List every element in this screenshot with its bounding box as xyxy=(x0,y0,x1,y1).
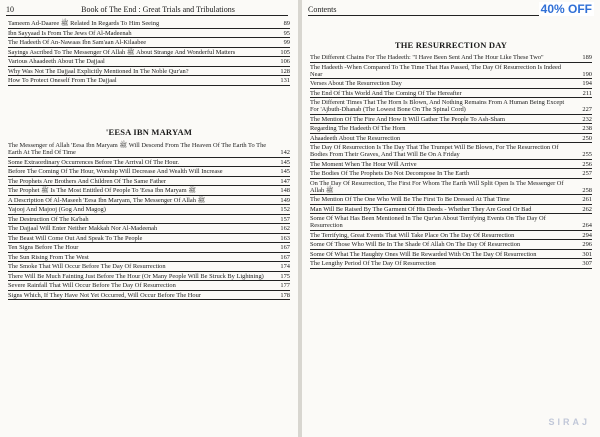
toc-entry-title: Verses About The Resurrection Day xyxy=(310,80,402,87)
left-page-number: 10 xyxy=(6,4,14,14)
toc-entry xyxy=(8,177,290,187)
toc-entry-title: Some Of What Has Been Mentioned In The Qur'an About Terrifying Events On The Day Of Resurrection xyxy=(310,215,546,229)
toc-entry xyxy=(8,224,290,234)
toc-entry xyxy=(310,98,592,115)
toc-entry-title: Man Will Be Raised By The Garment Of His Deeds - Whether They Are Good Or Bad xyxy=(310,205,532,213)
toc-entry-page: 128 xyxy=(280,67,290,75)
toc-entry-title: How To Protect Oneself From The Dajjaal xyxy=(8,77,117,84)
toc-entry-title: The Prophet ﷺ Is The Most Entitled Of People To 'Eesa Ibn Maryam ﷺ xyxy=(8,187,196,194)
toc-entry-page: 194 xyxy=(582,80,592,87)
toc-entry-page: 294 xyxy=(582,231,592,239)
toc-entry-page: 227 xyxy=(582,106,592,113)
toc-entry-title: Yajooj And Majooj (Gog And Magog) xyxy=(8,206,106,213)
toc-entry-title: The Destruction Of The Ka'bah xyxy=(8,215,89,223)
toc-entry-title: The End Of This World And The Coming Of The Hereafter xyxy=(310,89,462,97)
toc-entry-title: The Different Times That The Horn Is Blown, And Nothing Remains From A Human Being Except For 'Ajbuth-Dhanab (The Lowest Bone On The Spinal Cord) xyxy=(310,99,565,113)
toc-entry-title: Ibn Sayyaad Is From The Jews Of Al-Madeenah xyxy=(8,29,132,37)
toc-entry xyxy=(8,281,290,291)
toc-entry xyxy=(8,196,290,206)
section-title-resurrection: THE RESURRECTION DAY xyxy=(394,40,508,50)
toc-entry-page: 157 xyxy=(280,215,290,223)
toc-entry xyxy=(310,53,592,63)
toc-entry-page: 142 xyxy=(280,149,290,156)
toc-entry-page: 145 xyxy=(280,158,290,166)
toc-entry xyxy=(310,143,592,160)
toc-entry-title: The Sun Rising From The West xyxy=(8,253,89,261)
toc-entry-page: 99 xyxy=(283,39,290,46)
toc-entry-title: Some Extraordinary Occurrences Before The Arrival Of The Hour. xyxy=(8,158,180,166)
toc-entry-page: 149 xyxy=(280,196,290,204)
toc-entry-title: The Mention Of The One Who Will Be The First To Be Dressed At That Time xyxy=(310,196,510,203)
toc-entry xyxy=(310,205,592,215)
toc-entry xyxy=(8,291,290,301)
toc-entry xyxy=(310,240,592,250)
toc-entry xyxy=(8,262,290,272)
left-running-head: Book of The End : Great Trials and Tribulations xyxy=(81,4,235,14)
toc-entry-page: 261 xyxy=(582,196,592,203)
left-page xyxy=(0,0,298,437)
left-toc-top xyxy=(8,19,290,86)
toc-entry xyxy=(8,186,290,196)
right-running-head: Contents xyxy=(308,4,337,14)
toc-entry-title: On The Day Of Resurrection, The First For Whom The Earth Will Split Open Is The Messenger Of Allah ﷺ xyxy=(310,179,564,194)
toc-entry xyxy=(8,38,290,48)
toc-entry-title: The Day Of Resurrection Is The Day That The Trumpet Will Be Blown, For The Resurrection Of Bodies From Their Graves, And That Will Be On A Friday xyxy=(310,144,559,158)
toc-entry-title: The Bodies Of The Prophets Do Not Decompose In The Earth xyxy=(310,170,470,177)
right-page xyxy=(302,0,600,437)
toc-entry-page: 238 xyxy=(582,125,592,132)
toc-entry-title: Ahaadeeth About The Resurrection xyxy=(310,134,401,142)
toc-entry xyxy=(310,63,592,80)
toc-entry xyxy=(310,169,592,179)
toc-entry xyxy=(8,253,290,263)
toc-entry-page: 262 xyxy=(582,205,592,213)
toc-entry-page: 175 xyxy=(280,272,290,280)
toc-entry-page: 162 xyxy=(280,225,290,232)
toc-entry-page: 167 xyxy=(280,244,290,251)
toc-entry-page: 257 xyxy=(582,170,592,177)
toc-entry-title: Various Ahaadeeth About The Dajjaal xyxy=(8,58,105,65)
publisher-watermark: SIRAJ xyxy=(548,417,590,427)
toc-entry-page: 177 xyxy=(280,282,290,289)
toc-entry-page: 264 xyxy=(582,222,592,229)
toc-entry xyxy=(310,79,592,89)
toc-entry-title: The Messenger of Allah 'Eesa Ibn Maryam ﷺ Will Descend From The Heaven Of The Earth To The Earth At The End Of Time xyxy=(8,142,267,156)
toc-entry-title: Some Of What The Haughty Ones Will Be Rewarded With On The Day Of Resurrection xyxy=(310,250,537,258)
toc-entry-page: 301 xyxy=(582,250,592,258)
toc-entry-title: Tameem Ad-Daaree ﷺ Related In Regards To Him Seeing xyxy=(8,20,160,27)
toc-entry-page: 148 xyxy=(280,187,290,194)
toc-entry-title: The Different Chains For The Hadeeth: "I Have Been Sent And The Hour Like These Two" xyxy=(310,54,544,61)
toc-entry xyxy=(310,115,592,125)
toc-entry xyxy=(310,195,592,205)
toc-entry-page: 163 xyxy=(280,234,290,242)
left-toc-section xyxy=(8,141,290,300)
toc-entry-page: 296 xyxy=(582,241,592,248)
toc-entry xyxy=(8,48,290,58)
left-running-header xyxy=(6,3,288,16)
toc-entry-title: The Terrifying, Great Events That Will Take Place On The Day Of Resurrection xyxy=(310,231,515,239)
toc-entry xyxy=(8,57,290,67)
toc-entry xyxy=(310,214,592,231)
toc-entry-title: The Hadeeth -When Compared To The Time That Has Passed, The Day Of Resurrection Is Indeed Near xyxy=(310,63,562,78)
toc-entry-page: 189 xyxy=(582,54,592,61)
toc-entry xyxy=(310,134,592,144)
toc-entry-page: 147 xyxy=(280,177,290,185)
toc-entry xyxy=(8,76,290,86)
toc-entry-page: 250 xyxy=(582,134,592,142)
toc-entry-page: 89 xyxy=(283,20,290,27)
toc-entry xyxy=(310,89,592,99)
toc-entry xyxy=(8,205,290,215)
toc-entry xyxy=(8,29,290,39)
toc-entry-title: Why Was Not The Dajjaal Explicitly Mentioned In The Noble Qur'an? xyxy=(8,67,189,75)
toc-entry xyxy=(8,19,290,29)
toc-entry-page: 256 xyxy=(582,160,592,168)
toc-entry xyxy=(8,141,290,158)
toc-entry-page: 106 xyxy=(280,58,290,65)
toc-entry-title: The Prophets Are Brothers And Children Of The Same Father xyxy=(8,177,167,185)
toc-entry-title: Severe Rainfall That Will Occur Before The Day Of Resurrection xyxy=(8,282,176,289)
toc-entry-page: 232 xyxy=(582,115,592,123)
toc-entry-page: 255 xyxy=(582,151,592,158)
toc-entry-title: The Beast Will Come Out And Speak To The People xyxy=(8,234,143,242)
toc-entry-page: 307 xyxy=(582,260,592,267)
toc-entry-title: Signs Which, If They Have Not Yet Occurred, Will Occur Before The Hour xyxy=(8,291,201,299)
toc-entry-title: The Lengthy Period Of The Day Of Resurrection xyxy=(310,260,436,267)
toc-entry-page: 105 xyxy=(280,48,290,56)
toc-entry-title: A Description Of Al-Maseeh 'Eesa Ibn Maryam, The Messenger Of Allah ﷺ xyxy=(8,196,206,204)
toc-entry-page: 152 xyxy=(280,206,290,213)
toc-entry-page: 211 xyxy=(582,89,592,97)
toc-entry-page: 145 xyxy=(280,168,290,175)
toc-entry-page: 178 xyxy=(280,291,290,299)
toc-entry-page: 95 xyxy=(283,29,290,37)
section-title-eesa: 'EESA IBN MARYAM xyxy=(105,127,193,137)
toc-entry-page: 167 xyxy=(280,253,290,261)
toc-entry-title: Regarding The Hadeeth Of The Horn xyxy=(310,125,406,132)
toc-entry-title: Ten Signs Before The Hour xyxy=(8,244,79,251)
toc-entry-title: Some Of Those Who Will Be In The Shade Of Allah On The Day Of Resurrection xyxy=(310,241,521,248)
discount-badge: 40% OFF xyxy=(540,2,592,16)
right-toc xyxy=(310,53,592,269)
toc-entry-title: The Smoke That Will Occur Before The Day Of Resurrection xyxy=(8,263,166,270)
toc-entry-page: 131 xyxy=(280,77,290,84)
toc-entry-title: The Mention Of The Fire And How It Will Gather The People To Ash-Sham xyxy=(310,115,505,123)
toc-entry-page: 174 xyxy=(280,263,290,270)
toc-entry xyxy=(310,160,592,170)
toc-entry xyxy=(310,124,592,134)
toc-entry-title: The Hadeeth Of An-Nawaas Ibn Sam'aan Al-Kilaabee xyxy=(8,39,147,46)
toc-entry xyxy=(8,234,290,244)
toc-entry xyxy=(310,231,592,241)
toc-entry xyxy=(8,158,290,168)
toc-entry xyxy=(310,259,592,269)
toc-entry-title: Before The Coming Of The Hour, Worship Will Decrease And Wealth Will Increase xyxy=(8,168,223,175)
toc-entry xyxy=(310,179,592,196)
toc-entry-page: 190 xyxy=(582,70,592,78)
toc-entry-title: The Moment When The Hour Will Arrive xyxy=(310,160,417,168)
toc-entry-page: 258 xyxy=(582,186,592,194)
toc-entry-title: The Dajjaal Will Enter Neither Makkah Nor Al-Madeenah xyxy=(8,225,158,232)
toc-entry xyxy=(8,215,290,225)
toc-entry xyxy=(8,272,290,282)
toc-entry-title: There Will Be Much Fainting Just Before The Hour (Or Many People Will Be Struck By Lightning) xyxy=(8,272,264,280)
toc-entry xyxy=(8,167,290,177)
toc-entry xyxy=(310,250,592,260)
toc-entry-title: Sayings Ascribed To The Messenger Of Allah ﷺ About Strange And Wonderful Matters xyxy=(8,48,236,56)
toc-entry xyxy=(8,243,290,253)
toc-entry xyxy=(8,67,290,77)
